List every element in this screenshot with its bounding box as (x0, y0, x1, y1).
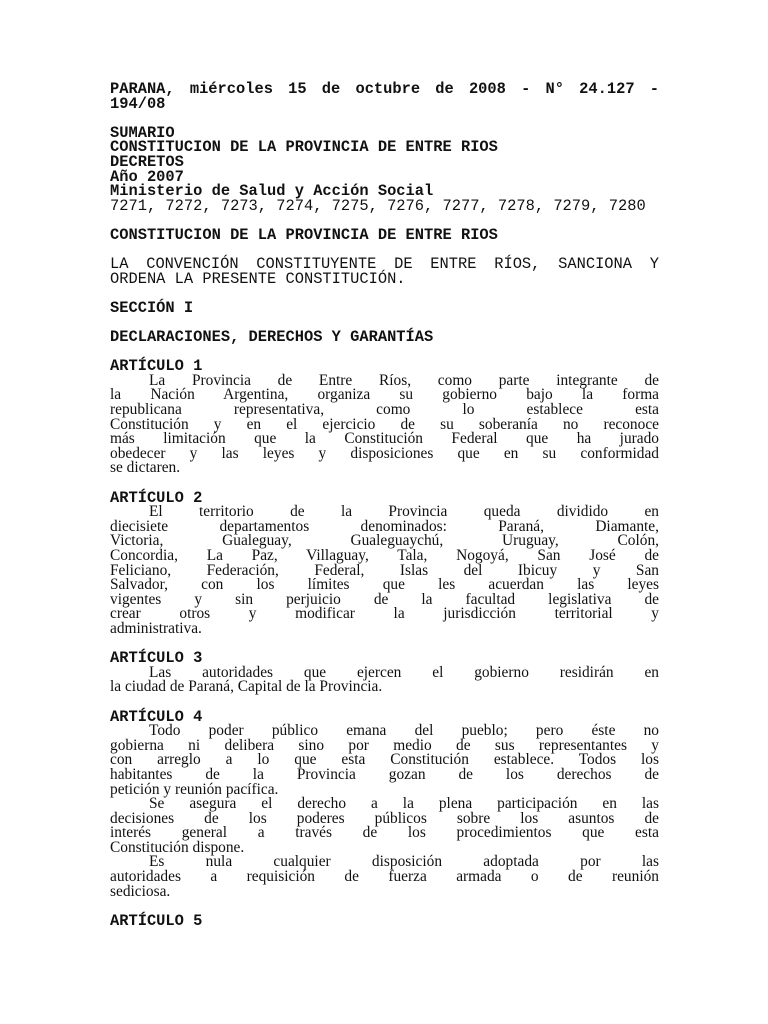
sumario-constitucion: CONSTITUCION DE LA PROVINCIA DE ENTRE RIOS (110, 138, 498, 157)
articulo-line: obedecer y las leyes y disposiciones que en su conformidad (110, 444, 659, 462)
constitucion-title: CONSTITUCION DE LA PROVINCIA DE ENTRE RIOS (110, 225, 498, 244)
preambulo-line: ORDENA LA PRESENTE CONSTITUCIÓN. (110, 269, 406, 288)
articulo-5 (110, 911, 659, 930)
articulo-line: Es nula cualquier disposición adoptada por las (149, 853, 659, 871)
articulo-line: Salvador, con los límites que les acuerdan las leyes (110, 576, 659, 594)
articulo-1 (110, 359, 659, 476)
articulo-line: habitantes de la Provincia gozan de los derechos de (110, 765, 659, 783)
sumario-block (110, 123, 659, 215)
articulo-line: petición y reunión pacífica. (110, 780, 279, 798)
articulo-line: Constitución dispone. (110, 838, 245, 856)
articulo-line: crear otros y modificar la jurisdicción territorial y (110, 605, 659, 623)
articulo-line: diecisiete departamentos denominados: Paraná, Diamante, (110, 517, 659, 535)
articulo-line: Victoria, Gualeguay, Gualeguaychú, Uruguay, Colón, (110, 532, 659, 550)
articulo-line: Se asegura el derecho a la plena participación en las (149, 795, 659, 813)
articulo-line: la ciudad de Paraná, Capital de la Provincia. (110, 678, 383, 696)
preambulo-line: LA CONVENCIÓN CONSTITUYENTE DE ENTRE RÍOS, SANCIONA Y (110, 255, 659, 274)
articulo-line: Constitución y en el ejercicio de su soberanía no reconoce (110, 415, 659, 433)
articulo-line: decisiones de los poderes públicos sobre los asuntos de (110, 809, 659, 827)
articulo-line: Todo poder público emana del pueblo; pero éste no (149, 722, 659, 740)
articulo-4 (110, 707, 659, 900)
articulo-title: ARTÍCULO 3 (110, 649, 203, 668)
articulo-line: con arreglo a lo que esta Constitución establece. Todos los (110, 751, 659, 769)
articulo-title: ARTÍCULO 5 (110, 911, 203, 930)
articulo-line: más limitación que la Constitución Federal que ha jurado (110, 430, 659, 448)
articulo-line: administrativa. (110, 619, 202, 637)
document-page (110, 82, 659, 928)
articulo-line: se dictaren. (110, 459, 181, 477)
sumario-ministerio: Ministerio de Salud y Acción Social (110, 182, 434, 201)
articulo-line: vigentes y sin perjuicio de la facultad legislativa de (110, 590, 659, 608)
declaraciones-title: DECLARACIONES, DERECHOS Y GARANTÍAS (110, 328, 434, 347)
articulo-title: ARTÍCULO 4 (110, 707, 203, 726)
articulo-line: autoridades a requisición de fuerza armada o de reunión (110, 868, 659, 886)
seccion-title: SECCIÓN I (110, 298, 194, 317)
articulo-2 (110, 488, 659, 637)
articulo-line: republicana representativa, como lo establece esta (110, 401, 659, 419)
articulo-title: ARTÍCULO 2 (110, 488, 203, 507)
articulo-line: sediciosa. (110, 882, 171, 900)
sumario-numeros: 7271, 7272, 7273, 7274, 7275, 7276, 7277, 7278, 7279, 7280 (110, 196, 646, 215)
sumario-title: SUMARIO (110, 123, 175, 142)
articulo-line: la Nación Argentina, organiza su gobierno bajo la forma (110, 386, 659, 404)
articulo-line: gobierna ni delibera sino por medio de sus representantes y (110, 736, 659, 754)
articulo-line: El territorio de la Provincia queda dividido en (149, 503, 659, 521)
articulo-line: interés general a través de los procedimientos que esta (110, 824, 659, 842)
articulo-title: ARTÍCULO 1 (110, 357, 203, 376)
articulo-line: Concordia, La Paz, Villaguay, Tala, Nogoyá, San José de (110, 547, 659, 564)
sumario-decretos: DECRETOS (110, 152, 184, 171)
articulo-line: Las autoridades que ejercen el gobierno residirán en (149, 663, 659, 681)
header-line-1: PARANA, miércoles 15 de octubre de 2008 - N° 24.127 - (110, 80, 659, 98)
header-line-2: 194/08 (110, 94, 166, 113)
gazette-header (110, 82, 659, 111)
articulo-line: Feliciano, Federación, Federal, Islas del Ibicuy y San (110, 561, 659, 579)
sumario-anio: Año 2007 (110, 167, 184, 186)
articulo-3 (110, 651, 659, 695)
articulo-line: La Provincia de Entre Ríos, como parte integrante de (149, 371, 659, 389)
preambulo (110, 257, 659, 286)
